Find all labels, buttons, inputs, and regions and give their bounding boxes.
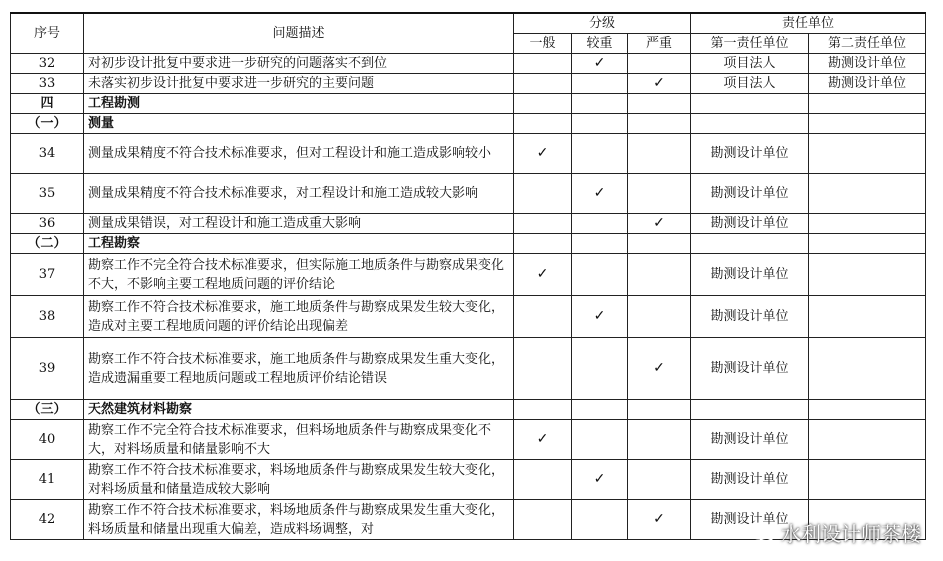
header-resp-first: 第一责任单位 (691, 34, 809, 54)
grade-cell-2 (572, 460, 628, 500)
grade-cell-2 (572, 338, 628, 400)
watermark (749, 518, 921, 547)
resp-first (691, 234, 809, 254)
resp-first: 勘测设计单位 (691, 214, 809, 234)
grade-cell-3 (628, 254, 691, 296)
grade-cell-2 (572, 174, 628, 214)
wechat-icon (749, 522, 775, 544)
grade-cell-2 (572, 134, 628, 174)
check-icon: ✓ (593, 471, 606, 487)
resp-second (809, 174, 926, 214)
row-seq: （一） (11, 114, 84, 134)
resp-second (809, 254, 926, 296)
row-seq: 36 (11, 214, 84, 234)
table-row (11, 54, 926, 74)
grade-cell-3 (628, 114, 691, 134)
resp-second (809, 420, 926, 460)
row-seq: 39 (11, 338, 84, 400)
resp-first: 勘测设计单位 (691, 500, 809, 540)
section-row (11, 114, 926, 134)
row-seq: 38 (11, 296, 84, 338)
row-seq: 41 (11, 460, 84, 500)
grade-cell-3 (628, 420, 691, 460)
resp-first: 勘测设计单位 (691, 254, 809, 296)
header-grade-general: 一般 (514, 34, 572, 54)
header-grade-serious: 较重 (572, 34, 628, 54)
check-icon: ✓ (593, 308, 606, 324)
row-desc: 勘察工作不符合技术标准要求，料场地质条件与勘察成果发生重大变化，料场质量和储量出现重大偏差，造成料场调整，对 (84, 500, 514, 540)
row-desc: 勘察工作不完全符合技术标准要求，但料场地质条件与勘察成果变化不大，对料场质量和储量影响不大 (84, 420, 514, 460)
header-resp-second: 第二责任单位 (809, 34, 926, 54)
row-desc: 勘察工作不符合技术标准要求，施工地质条件与勘察成果发生较大变化，造成对主要工程地质问题的评价结论出现偏差 (84, 296, 514, 338)
check-icon: ✓ (653, 75, 665, 91)
row-seq: （三） (11, 400, 84, 420)
grade-cell-1 (514, 254, 572, 296)
table-row (11, 214, 926, 234)
resp-second (809, 214, 926, 234)
grade-cell-2 (572, 74, 628, 94)
grade-cell-1 (514, 338, 572, 400)
row-desc: 勘察工作不完全符合技术标准要求，但实际施工地质条件与勘察成果变化不大，不影响主要工程地质问题的评价结论 (84, 254, 514, 296)
resp-second (809, 460, 926, 500)
row-desc: 未落实初步设计批复中要求进一步研究的主要问题 (84, 74, 514, 94)
table-container (10, 12, 925, 540)
section-row (11, 400, 926, 420)
row-seq: 32 (11, 54, 84, 74)
row-desc: 测量成果精度不符合技术标准要求，但对工程设计和施工造成影响较小 (84, 134, 514, 174)
resp-second (809, 400, 926, 420)
row-desc: 对初步设计批复中要求进一步研究的问题落实不到位 (84, 54, 514, 74)
resp-first: 勘测设计单位 (691, 338, 809, 400)
table-row (11, 174, 926, 214)
check-icon: ✓ (593, 55, 606, 71)
check-icon: ✓ (593, 185, 606, 201)
grade-cell-1 (514, 400, 572, 420)
row-desc: 测量成果精度不符合技术标准要求，对工程设计和施工造成较大影响 (84, 174, 514, 214)
grade-cell-3 (628, 134, 691, 174)
table-row (11, 74, 926, 94)
table-row (11, 254, 926, 296)
grade-cell-3 (628, 94, 691, 114)
grade-cell-2 (572, 214, 628, 234)
section-title: 测量 (84, 114, 514, 134)
grade-cell-1 (514, 214, 572, 234)
row-seq: 四 (11, 94, 84, 114)
row-desc: 勘察工作不符合技术标准要求，施工地质条件与勘察成果发生重大变化，造成遗漏重要工程地质问题或工程地质评价结论错误 (84, 338, 514, 400)
header-grade: 分级 (514, 13, 691, 34)
resp-second: 勘测设计单位 (809, 74, 926, 94)
table-row (11, 460, 926, 500)
grade-cell-2 (572, 114, 628, 134)
table-row (11, 420, 926, 460)
grade-cell-1 (514, 114, 572, 134)
section-title: 工程勘测 (84, 94, 514, 114)
grade-cell-2 (572, 500, 628, 540)
resp-first (691, 114, 809, 134)
resp-second (809, 338, 926, 400)
table-row (11, 134, 926, 174)
grade-cell-3 (628, 400, 691, 420)
grade-cell-1 (514, 296, 572, 338)
table-row (11, 338, 926, 400)
grade-cell-3 (628, 174, 691, 214)
resp-second (809, 234, 926, 254)
resp-first: 勘测设计单位 (691, 296, 809, 338)
grade-cell-2 (572, 420, 628, 460)
check-icon: ✓ (536, 145, 549, 161)
row-seq: 40 (11, 420, 84, 460)
grade-cell-1 (514, 500, 572, 540)
resp-first (691, 400, 809, 420)
resp-first (691, 94, 809, 114)
resp-first: 项目法人 (691, 54, 809, 74)
resp-first: 项目法人 (691, 74, 809, 94)
grade-cell-3 (628, 214, 691, 234)
resp-first: 勘测设计单位 (691, 420, 809, 460)
grade-cell-2 (572, 400, 628, 420)
resp-first: 勘测设计单位 (691, 134, 809, 174)
grade-cell-1 (514, 94, 572, 114)
grade-cell-1 (514, 134, 572, 174)
grade-cell-2 (572, 94, 628, 114)
grade-cell-3 (628, 74, 691, 94)
problem-grading-table (10, 12, 926, 540)
section-title: 天然建筑材料勘察 (84, 400, 514, 420)
check-icon: ✓ (536, 431, 549, 447)
check-icon: ✓ (653, 360, 665, 376)
grade-cell-2 (572, 54, 628, 74)
grade-cell-1 (514, 460, 572, 500)
row-seq: 35 (11, 174, 84, 214)
table-body (11, 54, 926, 540)
grade-cell-2 (572, 254, 628, 296)
resp-first: 勘测设计单位 (691, 174, 809, 214)
header-seq: 序号 (11, 13, 84, 54)
check-icon: ✓ (653, 215, 665, 231)
resp-second: 勘测设计单位 (809, 54, 926, 74)
grade-cell-1 (514, 54, 572, 74)
grade-cell-3 (628, 234, 691, 254)
header-resp: 责任单位 (691, 13, 926, 34)
check-icon: ✓ (653, 511, 665, 527)
section-title: 工程勘察 (84, 234, 514, 254)
grade-cell-3 (628, 460, 691, 500)
resp-second (809, 296, 926, 338)
row-seq: 34 (11, 134, 84, 174)
grade-cell-1 (514, 174, 572, 214)
header-grade-severe: 严重 (628, 34, 691, 54)
grade-cell-3 (628, 338, 691, 400)
row-seq: 33 (11, 74, 84, 94)
row-desc: 测量成果错误，对工程设计和施工造成重大影响 (84, 214, 514, 234)
table-row (11, 296, 926, 338)
grade-cell-2 (572, 234, 628, 254)
section-row (11, 234, 926, 254)
grade-cell-1 (514, 74, 572, 94)
resp-first: 勘测设计单位 (691, 460, 809, 500)
grade-cell-1 (514, 420, 572, 460)
row-desc: 勘察工作不符合技术标准要求，料场地质条件与勘察成果发生较大变化，对料场质量和储量造成较大影响 (84, 460, 514, 500)
row-seq: 37 (11, 254, 84, 296)
row-seq: 42 (11, 500, 84, 540)
grade-cell-3 (628, 500, 691, 540)
check-icon: ✓ (536, 266, 549, 282)
resp-second (809, 114, 926, 134)
header-desc: 问题描述 (84, 13, 514, 54)
row-seq: （二） (11, 234, 84, 254)
grade-cell-3 (628, 296, 691, 338)
resp-second (809, 94, 926, 114)
resp-second (809, 134, 926, 174)
watermark-text: 水利设计师茶楼 (781, 522, 921, 546)
grade-cell-3 (628, 54, 691, 74)
section-row (11, 94, 926, 114)
grade-cell-2 (572, 296, 628, 338)
grade-cell-1 (514, 234, 572, 254)
